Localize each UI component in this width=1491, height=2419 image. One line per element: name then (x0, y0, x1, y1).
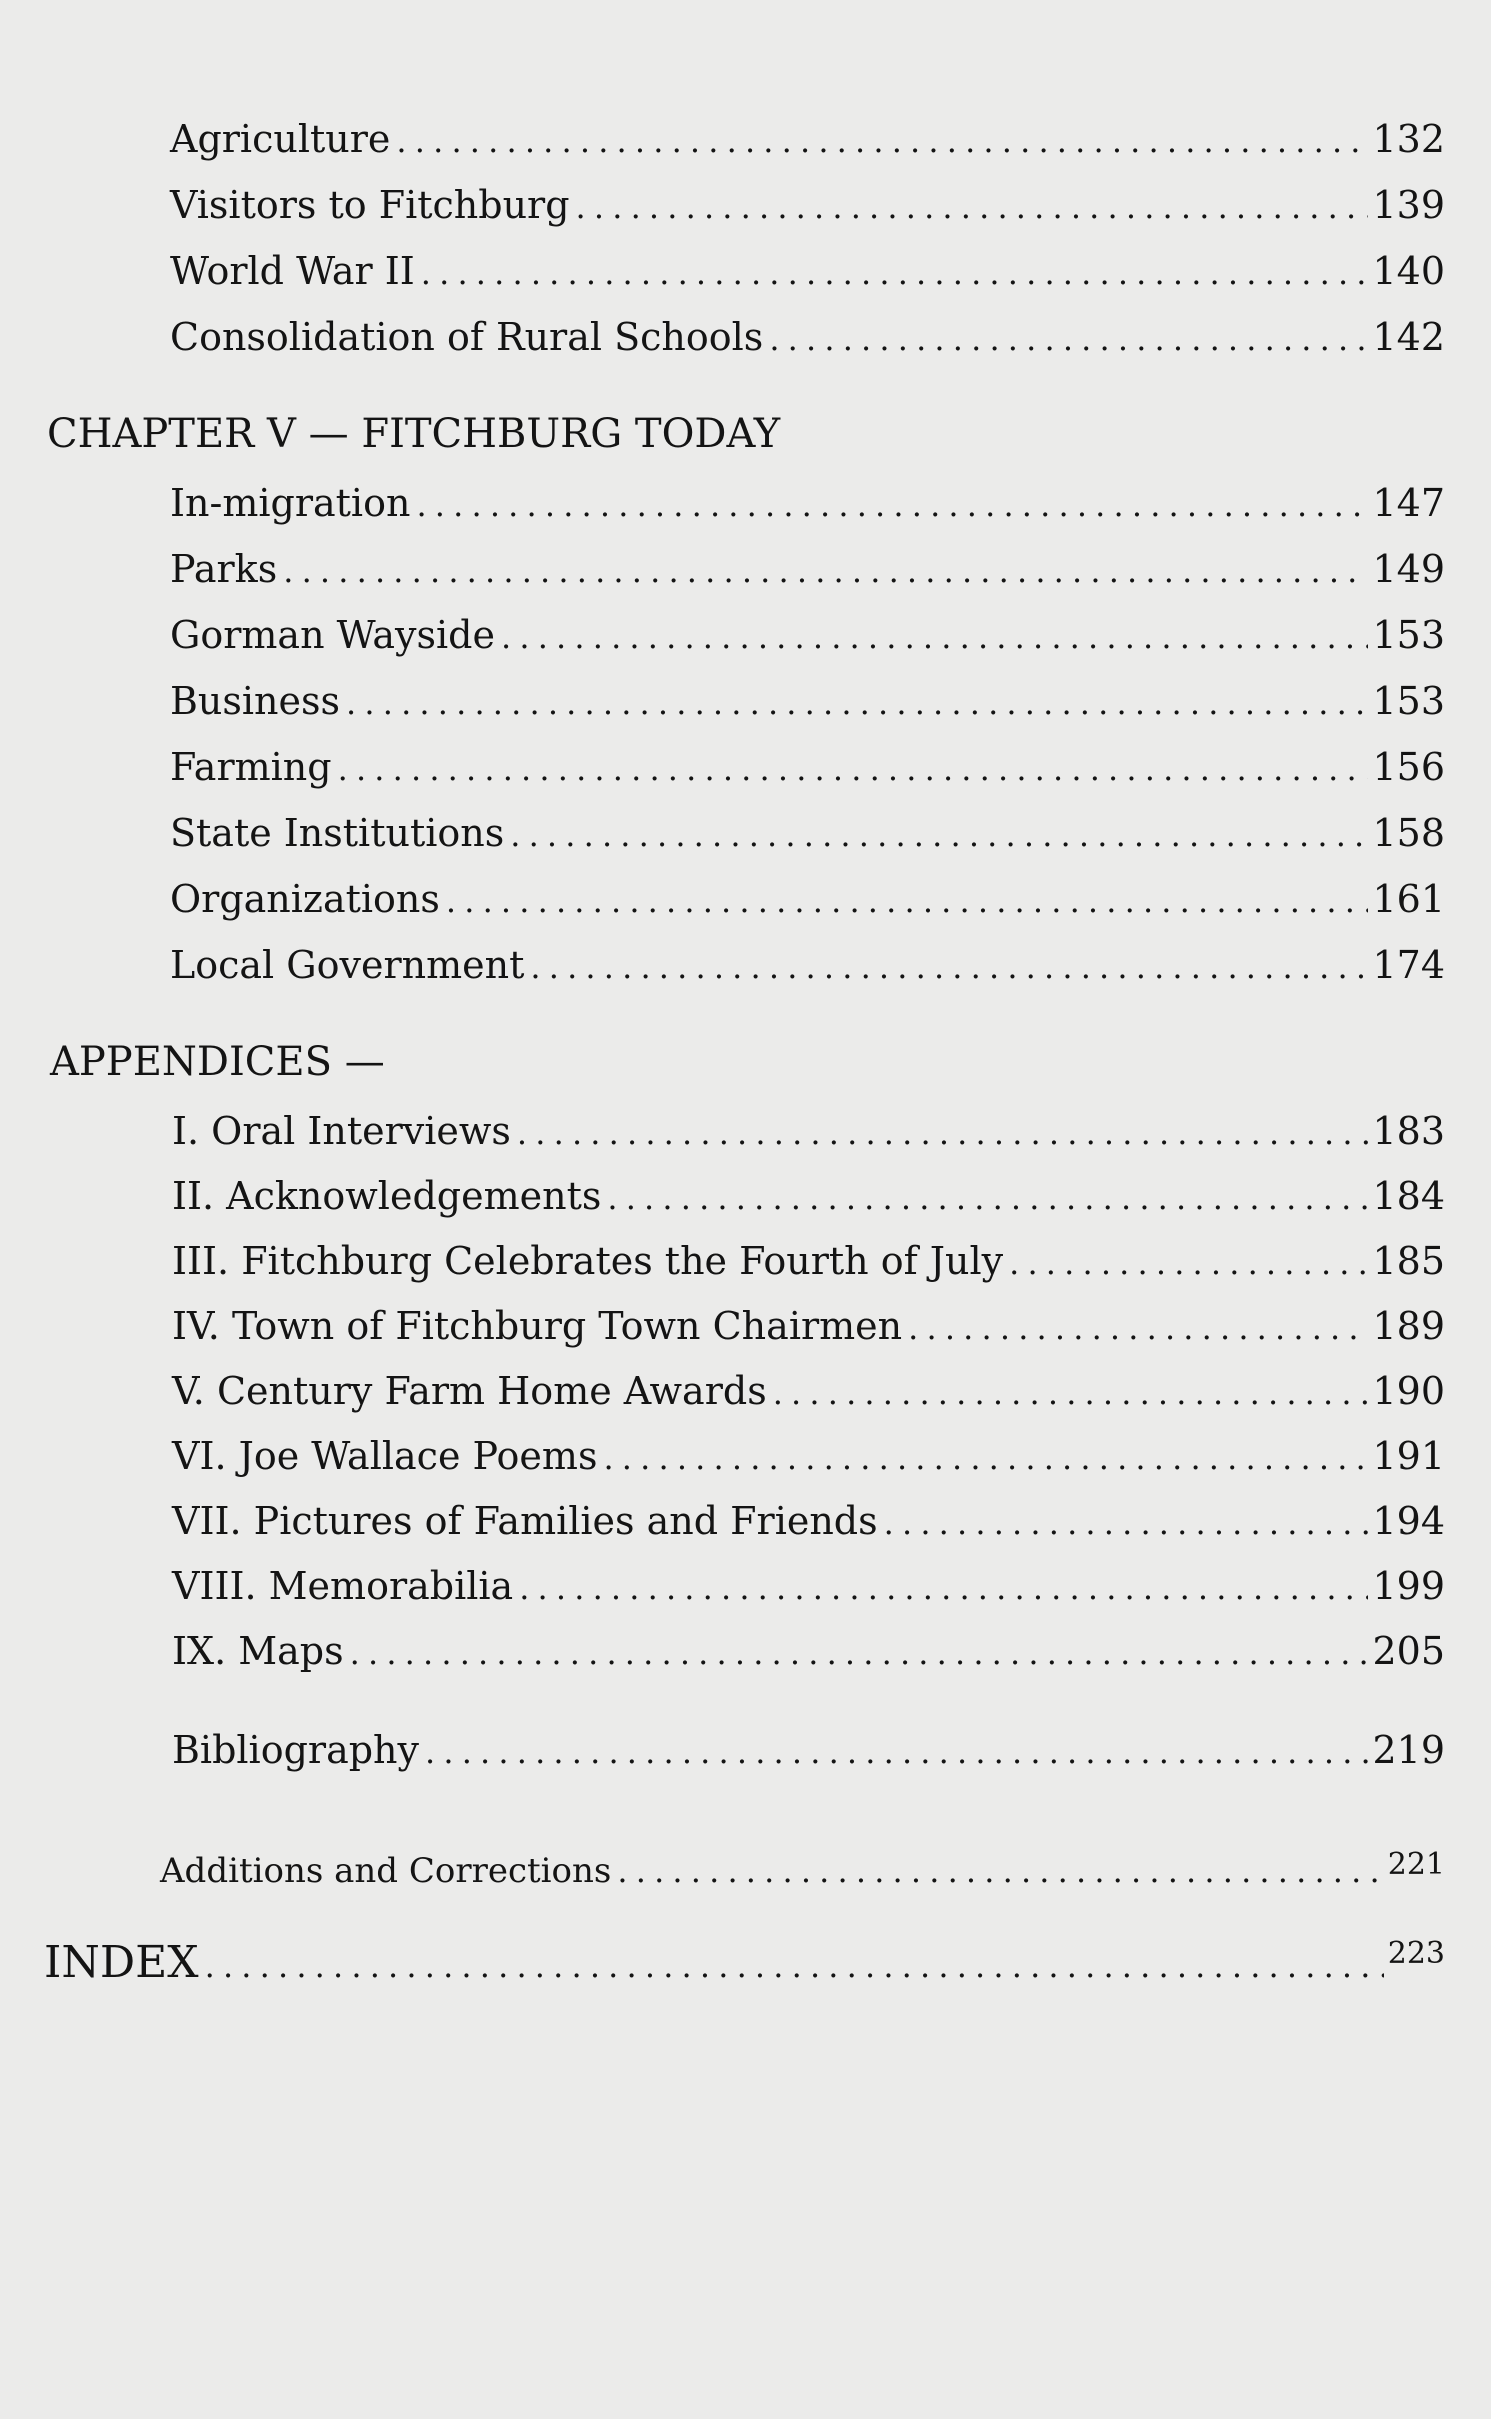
dot-leader (517, 1110, 1369, 1156)
toc-entry (172, 1628, 1445, 1676)
toc-entry-label: Bibliography (172, 1728, 419, 1772)
toc-entry-page: 190 (1372, 1369, 1445, 1413)
toc-entry (170, 546, 1445, 594)
toc-entry-page: 189 (1372, 1304, 1445, 1348)
toc-entry-label: Parks (170, 547, 278, 591)
toc-entry-label: Organizations (170, 877, 440, 921)
toc-entry (170, 876, 1445, 924)
toc-entry (170, 182, 1445, 230)
dot-leader (283, 548, 1368, 594)
toc-entry-label: VI. Joe Wallace Poems (172, 1434, 598, 1478)
toc-entry-label: Consolidation of Rural Schools (170, 315, 764, 359)
toc-entry-label: VIII. Memorabilia (172, 1564, 514, 1608)
toc-entry-label: In-migration (170, 481, 411, 525)
dot-leader (769, 316, 1368, 362)
toc-entry (172, 1368, 1445, 1416)
dot-leader (908, 1305, 1368, 1351)
toc-entry-label: Agriculture (170, 117, 391, 161)
dot-leader (510, 812, 1368, 858)
toc-entry-label: Farming (170, 745, 332, 789)
toc-entry-label: State Institutions (170, 811, 505, 855)
dot-leader (607, 1175, 1368, 1221)
toc-entry-page: 185 (1372, 1239, 1445, 1283)
dot-leader (396, 118, 1368, 164)
toc-entry-label: INDEX (44, 1937, 199, 1988)
dot-leader (346, 680, 1368, 726)
toc-entry-label: IV. Town of Fitchburg Town Chairmen (172, 1304, 903, 1348)
bibliography-entry (172, 1727, 1445, 1775)
dot-leader (884, 1500, 1369, 1546)
dot-leader (421, 250, 1369, 296)
toc-entry-label: Business (170, 679, 341, 723)
toc-entry (170, 678, 1445, 726)
dot-leader (205, 1943, 1384, 1989)
toc-entry-label: III. Fitchburg Celebrates the Fourth of July (172, 1239, 1004, 1283)
toc-entry (172, 1303, 1445, 1351)
toc-entry-page: 147 (1372, 481, 1445, 525)
dot-leader (617, 1848, 1383, 1894)
dot-leader (338, 746, 1369, 792)
dot-leader (576, 184, 1369, 230)
dot-leader (501, 614, 1368, 660)
toc-entry-label: II. Acknowledgements (172, 1174, 602, 1218)
toc-entry-page: 205 (1372, 1629, 1445, 1673)
toc-entry (170, 248, 1445, 296)
toc-entry (170, 612, 1445, 660)
toc-entry-page: 184 (1372, 1174, 1445, 1218)
toc-entry-page: 156 (1372, 745, 1445, 789)
toc-entry (172, 1563, 1445, 1611)
index-entry (44, 1936, 1445, 1991)
dot-leader (350, 1630, 1369, 1676)
toc-entry (172, 1238, 1445, 1286)
toc-entry (172, 1433, 1445, 1481)
toc-entry-page: 153 (1372, 679, 1445, 723)
toc-entry-page: 221 (1387, 1847, 1445, 1882)
toc-entry-page: 219 (1372, 1728, 1445, 1772)
toc-entry-page: 149 (1372, 547, 1445, 591)
toc-entry-page: 142 (1372, 315, 1445, 359)
dot-leader (446, 878, 1369, 924)
chapter-heading: CHAPTER V — FITCHBURG TODAY (47, 411, 781, 457)
toc-entry-page: 158 (1372, 811, 1445, 855)
toc-entry-page: 153 (1372, 613, 1445, 657)
toc-entry-page: 161 (1372, 877, 1445, 921)
toc-entry (172, 1498, 1445, 1546)
toc-entry-page: 139 (1372, 183, 1445, 227)
toc-entry-label: I. Oral Interviews (172, 1109, 511, 1153)
toc-entry (170, 314, 1445, 362)
additions-entry (160, 1848, 1445, 1896)
dot-leader (416, 482, 1368, 528)
toc-entry-label: VII. Pictures of Families and Friends (172, 1499, 878, 1543)
toc-entry-page: 140 (1372, 249, 1445, 293)
dot-leader (425, 1729, 1368, 1775)
toc-entry (170, 116, 1445, 164)
toc-entry-label: World War II (170, 249, 415, 293)
appendices-heading: APPENDICES — (50, 1039, 385, 1085)
toc-entry (170, 942, 1445, 990)
toc-entry-label: IX. Maps (172, 1629, 344, 1673)
toc-entry-label: Visitors to Fitchburg (170, 183, 570, 227)
toc-entry-page: 199 (1372, 1564, 1445, 1608)
dot-leader (519, 1565, 1368, 1611)
dot-leader (530, 944, 1368, 990)
toc-entry (172, 1108, 1445, 1156)
toc-entry-page: 174 (1372, 943, 1445, 987)
toc-entry (170, 480, 1445, 528)
dot-leader (603, 1435, 1368, 1481)
toc-entry-label: Gorman Wayside (170, 613, 495, 657)
dot-leader (773, 1370, 1369, 1416)
toc-entry-label: Local Government (170, 943, 525, 987)
toc-entry-page: 183 (1372, 1109, 1445, 1153)
toc-entry-page: 223 (1387, 1936, 1445, 1971)
toc-entry (172, 1173, 1445, 1221)
dot-leader (1009, 1240, 1368, 1286)
toc-entry-page: 132 (1372, 117, 1445, 161)
toc-entry-page: 194 (1372, 1499, 1445, 1543)
toc-entry-label: Additions and Corrections (160, 1851, 612, 1891)
toc-entry (170, 810, 1445, 858)
toc-entry-page: 191 (1372, 1434, 1445, 1478)
toc-entry-label: V. Century Farm Home Awards (172, 1369, 767, 1413)
toc-entry (170, 744, 1445, 792)
